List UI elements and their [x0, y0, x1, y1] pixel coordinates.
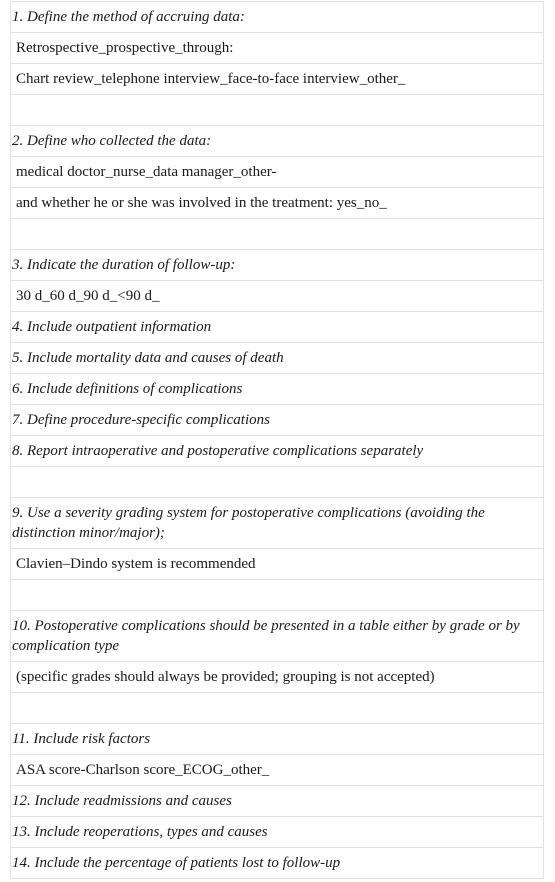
checklist-item: 3. Indicate the duration of follow-up:: [10, 250, 544, 281]
checklist-option-row: medical doctor_nurse_data manager_other-: [10, 157, 544, 188]
checklist-option-row: (specific grades should always be provided; grouping is not accepted): [10, 662, 544, 693]
checklist-table: [10, 1, 544, 879]
spacer-row: [10, 693, 544, 724]
checklist-item: 4. Include outpatient information: [10, 312, 544, 343]
checklist-item: 12. Include readmissions and causes: [10, 786, 544, 817]
spacer-row: [10, 467, 544, 498]
checklist-item: 11. Include risk factors: [10, 724, 544, 755]
checklist-option-row: Clavien–Dindo system is recommended: [10, 549, 544, 580]
checklist-option-row: Chart review_telephone interview_face-to-face interview_other_: [10, 64, 544, 95]
checklist-item: 5. Include mortality data and causes of death: [10, 343, 544, 374]
checklist-item: 14. Include the percentage of patients lost to follow-up: [10, 848, 544, 879]
checklist-item: 8. Report intraoperative and postoperative complications separately: [10, 436, 544, 467]
checklist-option-row: Retrospective_prospective_through:: [10, 33, 544, 64]
checklist-item: 9. Use a severity grading system for postoperative complications (avoiding the distinction minor/major);: [10, 498, 544, 549]
spacer-row: [10, 219, 544, 250]
checklist-item: 6. Include definitions of complications: [10, 374, 544, 405]
checklist-item: 1. Define the method of accruing data:: [10, 2, 544, 33]
checklist-item: 13. Include reoperations, types and causes: [10, 817, 544, 848]
checklist-item: 7. Define procedure-specific complications: [10, 405, 544, 436]
checklist-item: 2. Define who collected the data:: [10, 126, 544, 157]
checklist-option-row: 30 d_60 d_90 d_<90 d_: [10, 281, 544, 312]
spacer-row: [10, 580, 544, 611]
checklist-option-row: and whether he or she was involved in the treatment: yes_no_: [10, 188, 544, 219]
checklist-option-row: ASA score-Charlson score_ECOG_other_: [10, 755, 544, 786]
checklist-item: 10. Postoperative complications should be presented in a table either by grade or by complication type: [10, 611, 544, 662]
spacer-row: [10, 95, 544, 126]
